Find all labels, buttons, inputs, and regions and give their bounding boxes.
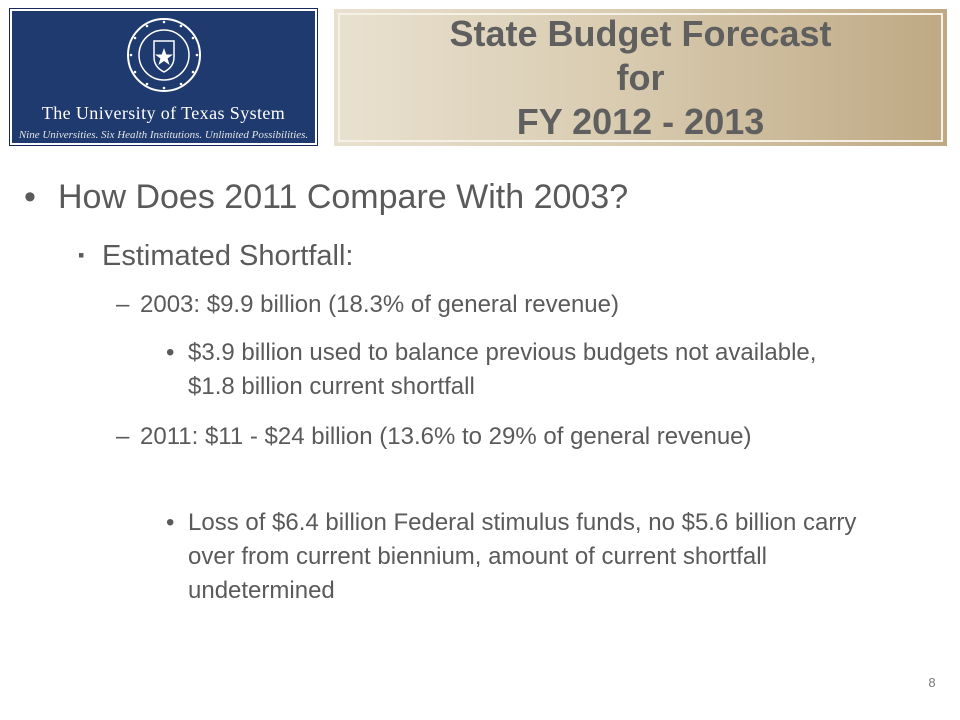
title-frame [338, 13, 943, 142]
page-number: 8 [928, 675, 936, 690]
bullet-level-1-text: How Does 2011 Compare With 2003? [58, 178, 629, 216]
dash-item-2003 [116, 288, 836, 322]
sub-bullet-text: $3.9 billion used to balance previous budgets not available, $1.8 billion current shortfall [188, 339, 817, 400]
bullet-square-icon: ▪ [78, 245, 85, 265]
logo-name: The University of Texas System [41, 103, 286, 123]
sub-bullet-2003 [166, 336, 866, 404]
title-line-2: FY 2012 - 2013 [516, 100, 765, 142]
dash-icon: – [116, 291, 130, 318]
bullet-dot-icon: • [166, 509, 175, 536]
bullet-level-2 [78, 240, 353, 273]
bullet-level-2-text: Estimated Shortfall: [102, 240, 354, 272]
university-logo [10, 9, 317, 145]
dash-item-2011 [116, 420, 836, 454]
logo-tagline: Nine Universities. Six Health Institutions. Unlimited Possibilities. [18, 129, 309, 141]
title-line-1: State Budget Forecast for [449, 12, 832, 98]
university-seal-icon [126, 17, 202, 93]
dash-item-text: 2011: $11 - $24 billion (13.6% to 29% of general revenue) [140, 423, 752, 450]
sub-bullet-2011 [166, 506, 866, 608]
title-band [334, 9, 947, 146]
sub-bullet-text: Loss of $6.4 billion Federal stimulus funds, no $5.6 billion carry over from current biennium, amount of current shortfall undetermined [188, 509, 857, 604]
bullet-dot-icon: • [166, 339, 175, 366]
page-title [431, 12, 851, 144]
dash-item-text: 2003: $9.9 billion (18.3% of general revenue) [140, 291, 619, 318]
dash-icon: – [116, 423, 130, 450]
bullet-dot-icon: • [24, 178, 36, 216]
